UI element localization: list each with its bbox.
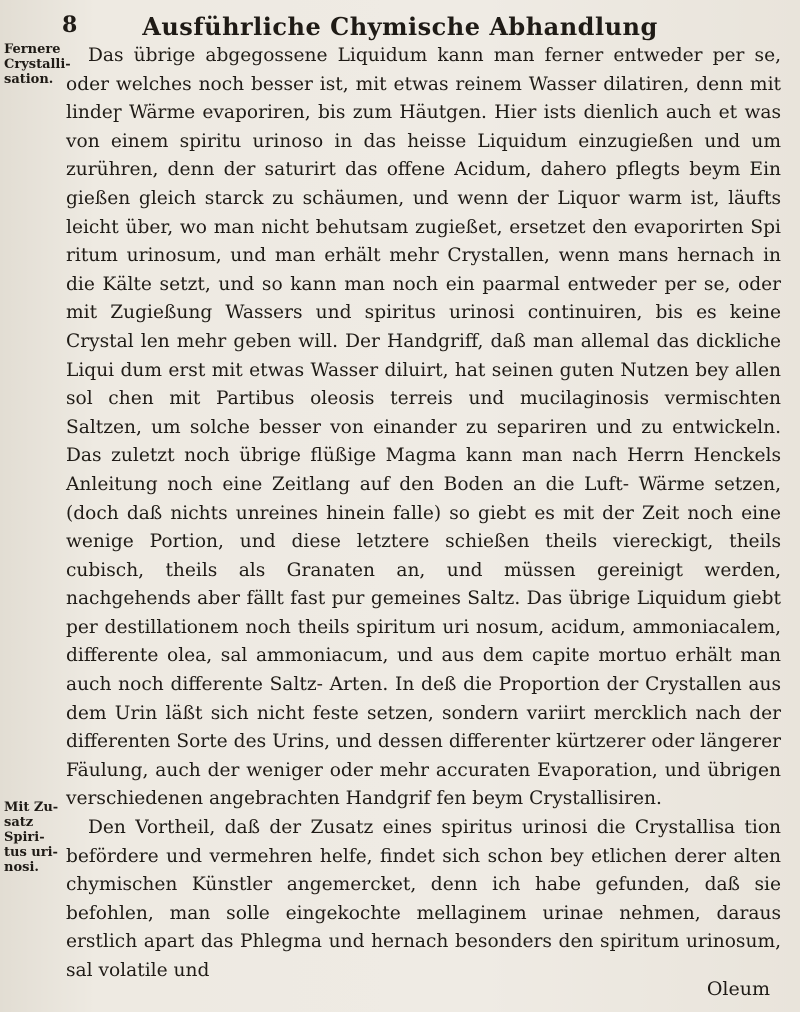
catchword: Oleum — [706, 978, 770, 1000]
margin-note-spiritus-urinosi: Mit Zu-satz Spiri-tus uri-nosi. — [4, 800, 59, 875]
body-text — [66, 42, 781, 986]
page-number: 8 — [62, 12, 78, 38]
running-title: Ausführliche Chymische Abhandlung — [142, 12, 658, 41]
margin-note-crystallisation: Fernere Crystalli-sation. — [4, 42, 71, 87]
running-header — [40, 10, 760, 42]
paragraph: Das übrige abgegossene Liquidum kann man ferner entweder per se, oder welches noch besser ist, mit etwas reinem Wasser dilatiren, denn mit lindeɼ Wärme evaporiren, bis zum Häutgen. Hier ists dienlich auch et was von einem spiritu urinoso in das heisse Liquidum einzugießen und um zurühren, denn der saturirt das offene Acidum, dahero pflegts beym Ein gießen gleich starck zu schäumen, und wenn der Liquor warm ist, läufts leicht über, wo man nicht behutsam zugießet, ersetzet den evaporirten Spi ritum urinosum, und man erhält mehr Crystallen, wenn mans hernach in die Kälte setzt, und so kann man noch ein paarmal entweder per se, oder mit Zugießung Wassers und spiritus urinosi continuiren, bis es keine Crystal len mehr geben will. Der Handgriff, daß man allemal das dickliche Liqui dum erst mit etwas Wasser diluirt, hat seinen guten Nutzen bey allen sol chen mit Partibus oleosis terreis und mucilaginosis vermischten Saltzen, um solche besser von einander zu separiren und zu entwickeln. Das zuletzt noch übrige flüßige Magma kann man nach Herrn Henckels Anleitung noch eine Zeitlang auf den Boden an die Luft- Wärme setzen, (doch daß nichts unreines hinein falle) so giebt es mit der Zeit noch eine wenige Portion, und diese letztere schießen theils viereckigt, theils cubisch, theils als Granaten an, und müssen gereinigt werden, nachgehends aber fällt fast pur gemeines Saltz. Das übrige Liquidum giebt per destillationem noch theils spiritum uri nosum, acidum, ammoniacalem, differente olea, sal ammoniacum, und aus dem capite mortuo erhält man auch noch differente Saltz- Arten. In deß die Proportion der Crystallen aus dem Urin läßt sich nicht feste setzen, sondern variirt mercklich nach der differenten Sorte des Urins, und dessen differenter kürtzerer oder längerer Fäulung, auch der weniger oder mehr accuraten Evaporation, und übrigen verschiedenen angebrachten Handgrif fen beym Crystallisiren. — [66, 45, 781, 810]
paragraph: Den Vortheil, daß der Zusatz eines spiritus urinosi die Crystallisa tion befördere und vermehren helfe, findet sich schon bey etlichen derer alten chymischen Künstler angemercket, denn ich habe gefunden, daß sie befohlen, man solle eingekochte mellaginem urinae nehmen, daraus erstlich apart das Phlegma und hernach besonders den spiritum urinosum, sal volatile und — [66, 817, 781, 981]
